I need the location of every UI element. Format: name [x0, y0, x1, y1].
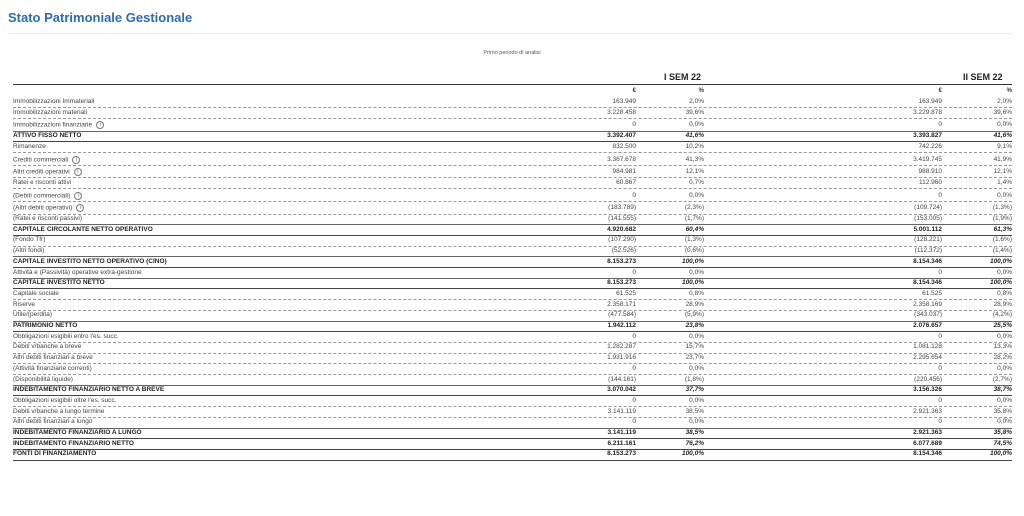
- value-sem2: 2.921.363: [913, 429, 942, 436]
- row-divider: [13, 278, 1012, 279]
- pct-sem1: 0,0%: [689, 418, 704, 426]
- value-sem2: 0: [938, 364, 942, 372]
- value-sem2: 8.154.346: [913, 279, 942, 287]
- value-sem1: 4.920.682: [607, 225, 636, 233]
- pct-sem1: 0,0%: [689, 332, 704, 340]
- value-sem2: 3.393.827: [913, 132, 942, 140]
- value-sem2: 3.156.326: [913, 386, 942, 394]
- row-divider: [13, 438, 1012, 439]
- value-sem2: 2.921.363: [913, 407, 942, 415]
- pct-sem2: 0,0%: [997, 191, 1012, 199]
- value-sem1: 0: [632, 418, 636, 426]
- value-sem2: 61.525: [922, 289, 942, 297]
- pct-sem2: (1,9%): [992, 215, 1012, 222]
- pct-sem2: 100,0%: [989, 450, 1012, 458]
- value-sem2: 163.949: [918, 98, 942, 105]
- row-divider: [13, 331, 1012, 332]
- pct-sem1: (1,3%): [684, 236, 704, 244]
- col-header-pct-2: %: [1006, 88, 1012, 94]
- row-divider: [13, 395, 1012, 396]
- value-sem1: 3.070.042: [607, 386, 636, 394]
- page-title: Stato Patrimoniale Gestionale: [8, 10, 193, 25]
- pct-sem2: 12,1%: [993, 168, 1012, 176]
- pct-sem2: 100,0%: [989, 279, 1012, 287]
- pct-sem2: (4,2%): [992, 311, 1012, 319]
- pct-sem1: 41,3%: [685, 155, 704, 163]
- value-sem2: 5.001.112: [913, 225, 942, 233]
- pct-sem1: 39,6%: [685, 108, 704, 116]
- pct-sem2: 35,8%: [993, 407, 1012, 415]
- value-sem2: 112.960: [918, 178, 942, 186]
- value-sem2: (112.372): [914, 247, 942, 255]
- pct-sem2: (1,6%): [992, 236, 1012, 244]
- row-label: Capitale sociale: [13, 289, 59, 297]
- pct-sem1: 15,7%: [685, 343, 704, 351]
- row-divider: [13, 188, 1012, 189]
- pct-sem1: (2,3%): [684, 204, 704, 212]
- row-divider: [13, 288, 1012, 289]
- pct-sem2: 41,9%: [993, 155, 1012, 163]
- info-icon[interactable]: i: [74, 168, 82, 176]
- row-label: FONTI DI FINANZIAMENTO: [13, 450, 97, 458]
- pct-sem1: 0,0%: [689, 364, 704, 372]
- value-sem2: 0: [938, 418, 942, 426]
- row-divider: [13, 460, 1012, 461]
- pct-sem1: (0,6%): [684, 247, 704, 255]
- value-sem1: 8.153.273: [607, 450, 636, 458]
- pct-sem1: 60,4%: [685, 225, 704, 233]
- row-divider: [13, 299, 1012, 300]
- value-sem1: 2.358.171: [607, 300, 636, 308]
- row-label: Debiti v/banche a breve: [13, 343, 82, 351]
- row-divider: [13, 214, 1012, 215]
- pct-sem2: 28,9%: [993, 300, 1012, 308]
- pct-sem1: 2,0%: [689, 98, 704, 105]
- row-divider: [13, 342, 1012, 343]
- value-sem2: 0: [938, 121, 942, 129]
- value-sem1: 3.367.678: [607, 155, 636, 163]
- row-divider: [13, 201, 1012, 202]
- pct-sem2: 13,3%: [993, 343, 1012, 351]
- row-divider: [13, 363, 1012, 364]
- pct-sem1: 0,0%: [689, 121, 704, 129]
- value-sem1: 1.931.916: [607, 354, 636, 362]
- value-sem2: (128.221): [914, 236, 942, 244]
- pct-sem1: (1,7%): [684, 215, 704, 222]
- pct-sem1: 12,1%: [685, 168, 704, 176]
- row-divider: [13, 107, 1012, 108]
- value-sem1: 8.153.273: [607, 257, 636, 265]
- pct-sem2: 0,0%: [997, 396, 1012, 404]
- value-sem2: 6.077.689: [913, 439, 942, 447]
- value-sem1: 3.392.407: [607, 132, 636, 140]
- pct-sem1: (5,9%): [684, 311, 704, 319]
- pct-sem1: 76,2%: [685, 439, 704, 447]
- row-label: (Debiti commerciali) i: [13, 192, 82, 200]
- value-sem2: 8.154.346: [913, 257, 942, 265]
- value-sem1: (141.555): [608, 215, 636, 222]
- pct-sem2: 35,8%: [993, 429, 1012, 436]
- pct-sem2: 0,0%: [997, 418, 1012, 426]
- pct-sem2: 74,5%: [993, 439, 1012, 447]
- row-label: CAPITALE CIRCOLANTE NETTO OPERATIVO: [13, 225, 153, 233]
- pct-sem1: (1,8%): [684, 375, 704, 383]
- pct-sem2: 61,3%: [993, 225, 1012, 233]
- value-sem1: 0: [632, 332, 636, 340]
- row-divider: [13, 235, 1012, 236]
- col-header-euro-1: €: [632, 88, 636, 94]
- row-divider: [13, 131, 1012, 132]
- pct-sem2: (1,3%): [992, 204, 1012, 212]
- value-sem2: (153.005): [914, 215, 942, 222]
- row-divider: [13, 417, 1012, 418]
- value-sem1: 3.228.458: [607, 108, 636, 116]
- pct-sem1: 100,0%: [681, 257, 704, 265]
- info-icon[interactable]: i: [76, 204, 84, 212]
- value-sem2: 742.226: [918, 142, 942, 150]
- pct-sem2: 9,1%: [997, 142, 1012, 150]
- row-label: INDEBITAMENTO FINANZIARIO NETTO A BREVE: [13, 386, 165, 394]
- value-sem2: 2.295.654: [913, 354, 942, 362]
- col-header-pct-1: %: [698, 88, 704, 94]
- row-label: ATTIVO FISSO NETTO: [13, 132, 82, 140]
- row-divider: [13, 246, 1012, 247]
- row-label: Immobilizzazioni Immateriali: [13, 98, 95, 105]
- row-label: (Fondo Tfr): [13, 236, 46, 244]
- value-sem1: 0: [632, 364, 636, 372]
- value-sem2: 3.419.745: [913, 155, 942, 163]
- row-label: Immobilizzazioni materiali: [13, 108, 88, 116]
- pct-sem1: 23,8%: [685, 322, 704, 329]
- row-label: (Ratei e risconti passivi): [13, 215, 82, 222]
- pct-sem1: 0,0%: [689, 268, 704, 276]
- header-rule-left: [13, 84, 1012, 85]
- value-sem2: 8.154.346: [913, 450, 942, 458]
- value-sem2: 2.358.169: [913, 300, 942, 308]
- value-sem1: 61.525: [616, 289, 636, 297]
- pct-sem2: (1,4%): [992, 247, 1012, 255]
- row-label: Altri debiti finanziari a lungo: [13, 418, 93, 426]
- pct-sem2: 0,0%: [997, 121, 1012, 129]
- value-sem1: (144.161): [608, 375, 636, 383]
- pct-sem1: 23,7%: [685, 354, 704, 362]
- pct-sem2: 0,0%: [997, 332, 1012, 340]
- row-divider: [13, 310, 1012, 311]
- pct-sem1: 28,9%: [685, 300, 704, 308]
- pct-sem2: 100,0%: [989, 257, 1012, 265]
- value-sem1: 0: [632, 121, 636, 129]
- pct-sem2: 28,2%: [993, 354, 1012, 362]
- value-sem1: 1.942.112: [607, 322, 636, 329]
- row-label: INDEBITAMENTO FINANZIARIO A LUNGO: [13, 429, 142, 436]
- section-header-1: I SEM 22: [664, 72, 702, 82]
- value-sem1: (477.584): [608, 311, 636, 319]
- row-label: Riserve: [13, 300, 36, 308]
- value-sem2: 1.081.128: [913, 343, 942, 351]
- row-label: Crediti commerciali i: [13, 156, 80, 164]
- row-divider: [13, 224, 1012, 225]
- row-divider: [13, 449, 1012, 450]
- pct-sem1: 100,0%: [681, 279, 704, 287]
- value-sem1: (183.789): [608, 204, 636, 212]
- row-label: INDEBITAMENTO FINANZIARIO NETTO: [13, 439, 134, 447]
- row-label: (Altri debiti operativi) i: [13, 204, 84, 212]
- pct-sem1: 41,6%: [685, 132, 704, 140]
- pct-sem1: 0,8%: [689, 289, 704, 297]
- row-divider: [13, 267, 1012, 268]
- pct-sem2: 0,8%: [997, 289, 1012, 297]
- pct-sem1: 37,7%: [685, 386, 704, 394]
- value-sem1: (52.526): [611, 247, 636, 255]
- value-sem1: 60.867: [616, 178, 636, 186]
- pct-sem2: 2,0%: [997, 98, 1012, 105]
- pct-sem2: 0,0%: [997, 268, 1012, 276]
- title-divider: [8, 33, 1012, 34]
- value-sem2: 3.229.878: [913, 108, 942, 116]
- row-label: Obbligazioni esigibili entro l'es. succ.: [13, 332, 119, 340]
- pct-sem1: 0,0%: [689, 396, 704, 404]
- pct-sem1: 10,2%: [685, 142, 704, 150]
- pct-sem1: 0,0%: [689, 191, 704, 199]
- value-sem2: 988.910: [918, 168, 942, 176]
- value-sem1: 984.981: [612, 168, 636, 176]
- value-sem1: 8.153.273: [607, 279, 636, 287]
- pct-sem2: 38,7%: [993, 386, 1012, 394]
- value-sem1: 3.141.119: [607, 429, 636, 436]
- value-sem1: 832.500: [612, 142, 636, 150]
- row-label: Obbligazioni esigibili oltre l'es. succ.: [13, 396, 117, 404]
- value-sem2: 0: [938, 332, 942, 340]
- pct-sem1: 0,7%: [689, 178, 704, 186]
- row-label: Immobilizzazioni finanziarie i: [13, 121, 104, 129]
- pct-sem2: 41,6%: [993, 132, 1012, 140]
- row-divider: [13, 152, 1012, 153]
- value-sem1: 3.141.119: [607, 407, 636, 415]
- col-header-euro-2: €: [938, 88, 942, 94]
- row-divider: [13, 118, 1012, 119]
- row-label: Rimanenze: [13, 142, 46, 150]
- value-sem2: (343.037): [914, 311, 942, 319]
- value-sem2: 2.076.657: [913, 322, 942, 329]
- pct-sem1: 100,0%: [681, 450, 704, 458]
- row-label: Utile/(perdita): [13, 311, 53, 319]
- row-label: (Attività finanziarie correnti): [13, 364, 92, 372]
- period-label: Primo periodo di analisi: [483, 50, 541, 56]
- pct-sem2: 0,0%: [997, 364, 1012, 372]
- info-icon[interactable]: i: [96, 121, 104, 129]
- value-sem1: 6.211.161: [607, 439, 636, 447]
- pct-sem2: 39,6%: [993, 108, 1012, 116]
- value-sem2: (220.456): [914, 375, 942, 383]
- section-header-2: II SEM 22: [963, 72, 1003, 82]
- row-divider: [13, 177, 1012, 178]
- value-sem2: (109.724): [914, 204, 942, 212]
- row-label: Altri debiti finanziari a breve: [13, 354, 93, 362]
- info-icon[interactable]: i: [72, 156, 80, 164]
- value-sem2: 0: [938, 268, 942, 276]
- info-icon[interactable]: i: [74, 192, 82, 200]
- row-label: CAPITALE INVESTITO NETTO: [13, 279, 105, 287]
- pct-sem2: (2,7%): [992, 375, 1012, 383]
- pct-sem2: 25,5%: [993, 322, 1012, 329]
- row-label: Debiti v/banche a lungo termine: [13, 407, 105, 415]
- row-label: Altri crediti operativi i: [13, 168, 82, 176]
- row-label: Ratei e risconti attivi: [13, 178, 72, 186]
- value-sem1: 0: [632, 396, 636, 404]
- value-sem1: 163.949: [612, 98, 636, 105]
- row-divider: [13, 406, 1012, 407]
- value-sem1: 0: [632, 268, 636, 276]
- value-sem1: 0: [632, 191, 636, 199]
- value-sem1: 1.282.287: [607, 343, 636, 351]
- pct-sem2: 1,4%: [997, 178, 1012, 186]
- row-divider: [13, 374, 1012, 375]
- row-divider: [13, 321, 1012, 322]
- pct-sem1: 38,5%: [685, 407, 704, 415]
- row-divider: [13, 428, 1012, 429]
- row-label: CAPITALE INVESTITO NETTO OPERATIVO (CINO): [13, 257, 167, 265]
- pct-sem1: 38,5%: [685, 429, 704, 436]
- row-label: (Altri fondi): [13, 247, 45, 255]
- row-label: Attività e (Passività) operative extra-gestione: [13, 268, 142, 276]
- row-divider: [13, 353, 1012, 354]
- row-divider: [13, 141, 1012, 142]
- row-label: (Disponibilità liquide): [13, 375, 73, 383]
- value-sem2: 0: [938, 191, 942, 199]
- row-divider: [13, 165, 1012, 166]
- row-label: PATRIMONIO NETTO: [13, 322, 78, 329]
- value-sem1: (107.290): [608, 236, 636, 244]
- value-sem2: 0: [938, 396, 942, 404]
